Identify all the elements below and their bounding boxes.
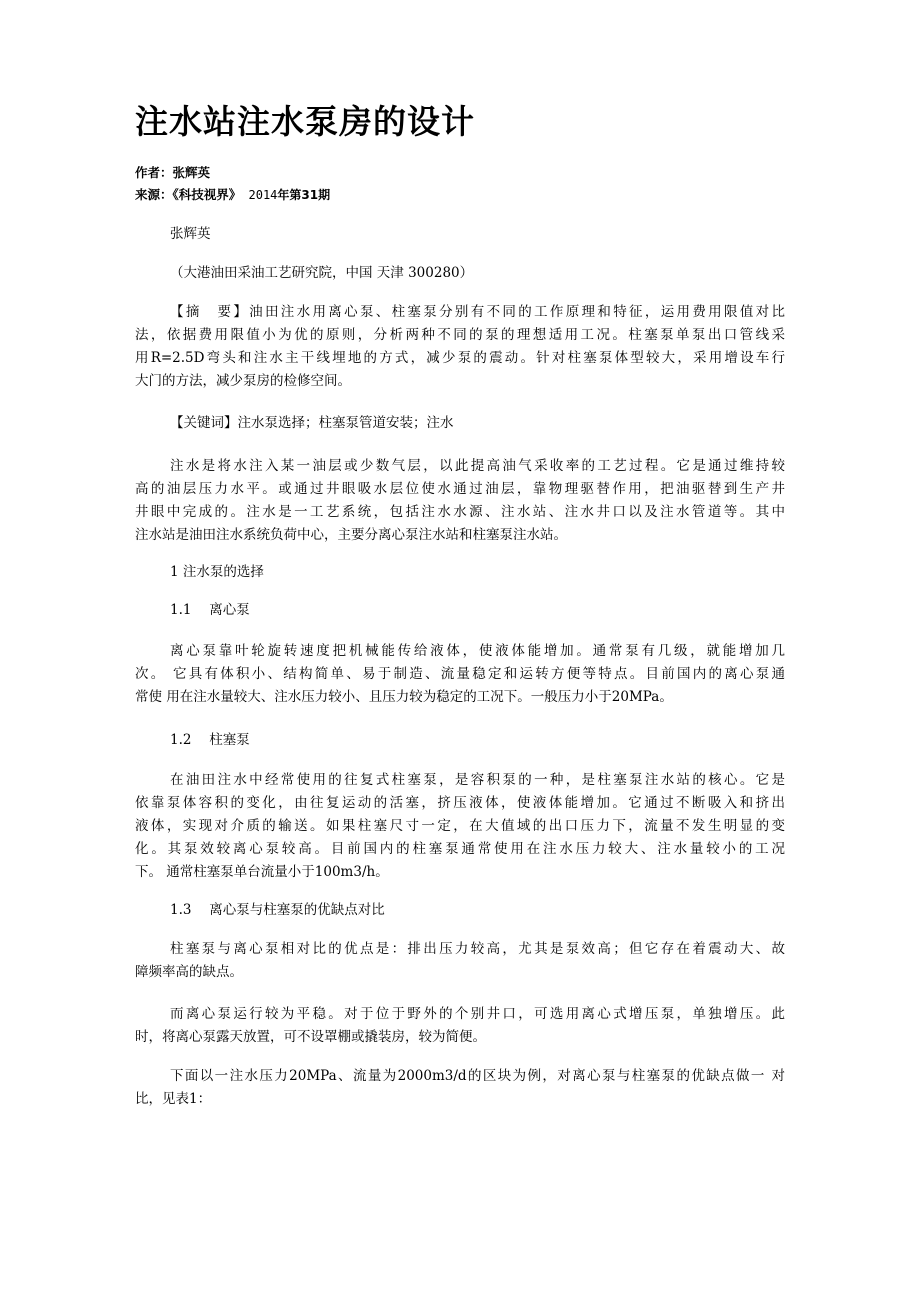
compare-paragraph-3 <box>135 1065 785 1111</box>
centrifugal-paragraph <box>135 640 785 709</box>
text-line: 在油田注水中经常使用的往复式柱塞泵，是容积泵的一种，是柱塞泵注水站的核心。它是 <box>170 772 785 788</box>
author-line: 张辉英 <box>170 226 211 242</box>
text-line: 离心泵靠叶轮旋转速度把机械能传给液体，使液体能增加。通常泵有几级，就能增加几 <box>170 643 785 659</box>
author-name: 张辉英 <box>172 165 211 180</box>
compare-paragraph-1 <box>135 938 785 984</box>
keywords: 【关键词】注水泵选择；柱塞泵管道安装；注水 <box>170 415 454 431</box>
compare-paragraph-2 <box>135 1003 785 1049</box>
text-line: 注水站是油田注水系统负荷中心，主要分离心泵注水站和柱塞泵注水站。 <box>135 527 567 543</box>
source-issue: 年第31期 <box>277 188 331 202</box>
source-label: 来源： <box>135 187 173 202</box>
text-line: 化。其泵效较离心泵较高。目前国内的柱塞泵通常使用在注水压力较大、注水量较小的工况 <box>135 841 785 857</box>
source-journal: 《科技视界》 <box>172 187 242 202</box>
text-line: 井眼中完成的。注水是一工艺系统，包括注水水源、注水站、注水井口以及注水管道等。其中 <box>135 504 785 520</box>
article-title: 注水站注水泵房的设计 <box>135 102 475 141</box>
section-heading-1-1: 1.1 离心泵 <box>170 602 250 618</box>
text-line: 常使 用在注水量较大、注水压力较小、且压力较为稳定的工况下。一般压力小于20MPa。 <box>135 689 673 705</box>
text-line: 高的油层压力水平。或通过井眼吸水层位使水通过油层，靠物理驱替作用，把油驱替到生产井 <box>135 481 785 497</box>
affiliation: （大港油田采油工艺研究院，中国 天津 300280） <box>170 265 474 281</box>
text-line: 液体，实现对介质的输送。如果柱塞尺寸一定，在大值域的出口压力下，流量不发生明显的变 <box>135 818 785 834</box>
source-meta <box>135 185 330 203</box>
text-line: 注水是将水注入某一油层或少数气层，以此提高油气采收率的工艺过程。它是通过维持较 <box>170 458 785 474</box>
text-line: 而离心泵运行较为平稳。对于位于野外的个别井口，可选用离心式增压泵，单独增压。此 <box>170 1006 785 1022</box>
intro-paragraph <box>135 455 785 547</box>
text-line: 法，依据费用限值小为优的原则，分析两种不同的泵的理想适用工况。柱塞泵单泵出口管线采 <box>135 327 785 343</box>
text-line: 下面以一注水压力20MPa、流量为2000m3/d的区块为例，对离心泵与柱塞泵的优缺点做一 对 <box>170 1068 785 1084</box>
text-line: 障频率高的缺点。 <box>135 964 243 980</box>
text-line: 下。 通常柱塞泵单台流量小于100m3/h。 <box>135 864 389 880</box>
text-line: 【摘 要】油田注水用离心泵、柱塞泵分别有不同的工作原理和特征，运用费用限值对比 <box>170 304 785 320</box>
section-heading-1-2: 1.2 柱塞泵 <box>170 732 250 748</box>
abstract-paragraph <box>135 301 785 393</box>
text-line: 大门的方法，减少泵房的检修空间。 <box>135 373 351 389</box>
author-meta <box>135 163 210 181</box>
text-line: 比，见表1： <box>135 1091 212 1107</box>
section-heading-1: 1 注水泵的选择 <box>170 564 264 580</box>
source-year: 2014 <box>241 188 278 202</box>
text-line: 次。 它具有体积小、结构简单、易于制造、流量稳定和运转方便等特点。目前国内的离心泵通 <box>135 666 785 682</box>
text-line: 柱塞泵与离心泵相对比的优点是：排出压力较高，尤其是泵效高；但它存在着震动大、故 <box>170 941 785 957</box>
section-heading-1-3: 1.3 离心泵与柱塞泵的优缺点对比 <box>170 902 385 918</box>
text-line: 时，将离心泵露天放置，可不设罩棚或撬装房，较为简便。 <box>135 1029 486 1045</box>
author-label: 作者： <box>135 165 173 180</box>
text-line: 用R=2.5D弯头和注水主干线埋地的方式，减少泵的震动。针对柱塞泵体型较大，采用增设车行 <box>135 350 785 366</box>
plunger-paragraph <box>135 769 785 884</box>
text-line: 依靠泵体容积的变化，由往复运动的活塞，挤压液体，使液体能增加。它通过不断吸入和挤出 <box>135 795 785 811</box>
